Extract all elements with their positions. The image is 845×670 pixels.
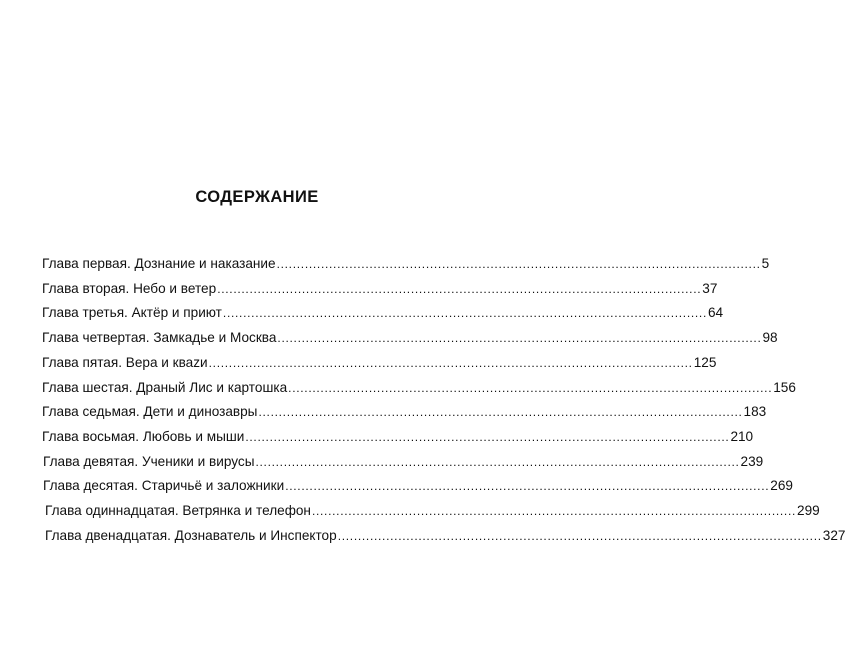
toc-entry-page: 183 (743, 404, 767, 420)
toc-entry-title: Глава шестая. Драный Лис и картошка (42, 379, 288, 395)
toc-entry-page: 98 (762, 330, 778, 346)
toc-entry-title: Глава вторая. Небо и ветер (42, 280, 217, 296)
toc-entry (43, 453, 764, 470)
toc-dot-leader: ........................................................................................................................ (208, 355, 693, 370)
toc-entry (45, 527, 845, 544)
toc-entry (45, 502, 820, 519)
toc-dot-leader: ........................................................................................................................ (276, 257, 761, 271)
toc-entry-title: Глава двенадцатая. Дознаватель и Инспектор (45, 527, 337, 543)
toc-entry (42, 280, 718, 297)
toc-entry-page: 269 (770, 478, 793, 494)
toc-entry (42, 304, 724, 321)
toc-entry (42, 403, 767, 420)
toc-entry-title: Глава третья. Актёр и приют (42, 305, 222, 321)
toc-dot-leader: ........................................................................................................................ (285, 479, 770, 494)
toc-entry (42, 428, 754, 445)
toc-entry-page: 156 (773, 379, 796, 395)
toc-entry (43, 477, 793, 494)
toc-entry-page: 5 (761, 256, 770, 271)
toc-entry-page: 125 (693, 354, 717, 370)
toc-dot-leader: ........................................................................................................................ (245, 429, 730, 444)
toc-entry-page: 64 (708, 305, 724, 321)
toc-entry-page: 239 (740, 453, 764, 469)
toc-entry-title: Глава десятая. Старичьё и заложники (43, 478, 285, 494)
toc-entry-title: Глава четвертая. Замкадье и Москва (42, 330, 277, 346)
toc-dot-leader: ........................................................................................................................ (311, 504, 797, 518)
toc-entry-title: Глава девятая. Ученики и вирусы (43, 453, 255, 469)
toc-entry (42, 354, 717, 371)
toc-dot-leader: ........................................................................................................................ (277, 331, 762, 346)
toc-entry-page: 327 (822, 527, 845, 543)
toc-dot-leader: ........................................................................................................................ (258, 405, 743, 420)
toc-entry-title: Глава одиннадцатая. Ветрянка и телефон (45, 503, 311, 518)
toc-entry-page: 210 (730, 428, 754, 444)
toc-entry-title: Глава первая. Дознание и наказание (42, 256, 276, 271)
toc-entry (42, 255, 770, 272)
toc-entry-title: Глава восьмая. Любовь и мыши (42, 428, 245, 444)
toc-entry-page: 37 (702, 280, 718, 296)
toc-dot-leader: ........................................................................................................................ (288, 380, 773, 395)
toc-dot-leader: ........................................................................................................................ (337, 528, 822, 543)
toc-dot-leader: ........................................................................................................................ (217, 281, 702, 296)
toc-dot-leader: ........................................................................................................................ (255, 454, 740, 469)
toc-entry-page: 299 (797, 503, 820, 518)
toc-entry-title: Глава седьмая. Дети и динозавры (42, 404, 258, 420)
toc-dot-leader: ........................................................................................................................ (222, 306, 707, 321)
contents-heading: СОДЕРЖАНИЕ (195, 188, 319, 206)
toc-entry (42, 379, 796, 396)
toc-entry-title: Глава пятая. Вера и кваzи (42, 354, 208, 370)
toc-entry (42, 329, 778, 346)
